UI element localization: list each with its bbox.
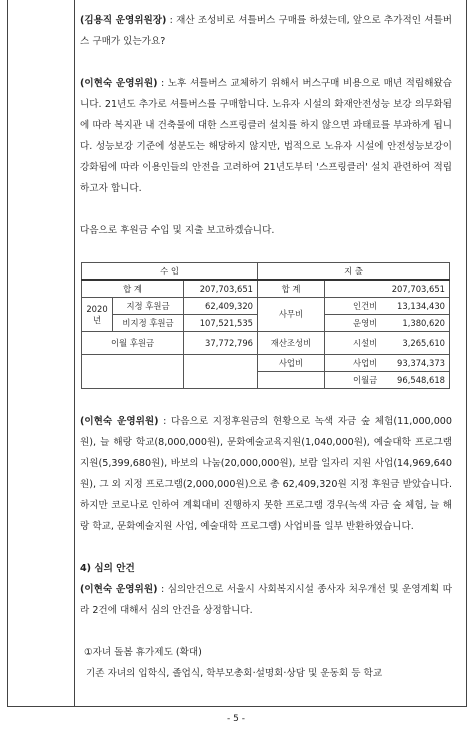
facility-value: 3,265,610 [402, 337, 445, 348]
undesignated-value: 107,521,535 [184, 315, 258, 332]
year-label: 2020년 [82, 298, 113, 332]
item-text: 기존 자녀의 입학식, 졸업식, 학부모총회·설명회·상담 및 운동회 등 학교 [86, 668, 383, 679]
paragraph-chair-question [80, 10, 452, 52]
empty-cell [82, 355, 184, 389]
facility-cell [324, 332, 449, 355]
asset-label: 재산조성비 [257, 332, 324, 355]
operation-label: 운영비 [352, 317, 378, 328]
donation-table [81, 262, 450, 389]
report-intro: 다음으로 후원금 수입 및 지출 보고하겠습니다. [80, 225, 275, 236]
carryover-value: 37,772,796 [184, 332, 258, 355]
paragraph-agenda [80, 579, 452, 621]
income-total-value: 207,703,651 [184, 280, 258, 298]
speaker-member: (이현숙 운영위원) [80, 78, 158, 89]
project-cell [324, 355, 449, 372]
empty-cell [257, 372, 324, 389]
upper-content [80, 10, 452, 241]
project-label: 사업비 [257, 355, 324, 372]
facility-label: 시설비 [352, 337, 378, 348]
table-header-row [82, 263, 450, 281]
table-row [82, 298, 450, 315]
designated-value: 62,409,320 [184, 298, 258, 315]
income-total-label: 합 계 [82, 280, 184, 298]
operation-cell [324, 315, 449, 332]
item-title: ①자녀 돌봄 휴가제도 (확대) [84, 647, 202, 658]
expense-total-value: 207,703,651 [324, 280, 449, 298]
chair-question-text: : 재산 조성비로 셔틀버스 구매를 하셨는데, 앞으로 추가적인 셔틀버스 구매가 있는가요? [80, 15, 453, 47]
income-header: 수 입 [82, 263, 258, 281]
project-sub-label: 사업비 [352, 357, 378, 368]
designated-report-text: : 다음으로 지정후원금의 현황으로 녹색 자금 숲 체험(11,000,000원), 늘 해랑 학교(8,000,000원), 문화예술교육지원(1,040,000원), 예술대학 프로그램 지원(5,399,680원), 바보의 나눔(20,000,000원), 보람 일자리 지원 사업(14,969,640원), 그 외 지정 프로그램(2,000,000원)으로 총 62,409,320원 지정 후원금 받았습니다. 하지만 코로나로 인하여 계획대비 진행하지 못한 프로그램 경우(녹색 자금 숲 체험, 늘 해랑 학교, 문화예술지원 사업, 예술대학 프로그램) 사업비를 일부 반환하였습니다. [80, 416, 453, 532]
carryover-label: 이월 후원금 [82, 332, 184, 355]
carry-out-value: 96,548,618 [397, 374, 445, 385]
project-value: 93,374,373 [397, 357, 445, 368]
paragraph-member-answer [80, 73, 452, 199]
table-row [82, 355, 450, 372]
operation-value: 1,380,620 [402, 317, 445, 328]
agenda-text: : 심의안건으로 서울시 사회복지시설 종사자 처우개선 및 운영계획 따라 2건에 대해서 심의 안건을 상정합니다. [80, 584, 452, 616]
expense-header: 지 출 [257, 263, 449, 281]
speaker-member: (이현숙 운영위원) [80, 584, 158, 595]
member-answer-text: : 노후 셔틀버스 교체하기 위해서 버스구매 비용으로 매년 적립해왔습니다. 21년도 추가로 셔틀버스를 구매합니다. 노유자 시설의 화재안전성능 보강 의무화됨에 따라 복지관 내 건축물에 대한 스프링클러 설치를 하지 않으면 과태료를 부과하게 됩니다. 성능보강 기준에 성분도는 해당하지 않지만, 법적으로 노유자 시설에 안전성능보강이 강화됨에 따라 이용인들의 안전을 고려하여 21년도부터 '스프링클러' 설치 관련하여 적립하고자 합니다. [80, 78, 452, 194]
expense-total-label: 합 계 [257, 280, 324, 298]
personnel-value: 13,134,430 [397, 300, 445, 311]
undesignated-label: 비지정 후원금 [113, 315, 184, 332]
lower-content [80, 411, 452, 684]
page-number: - 5 - [227, 714, 245, 724]
section-title: 4) 심의 안건 [80, 563, 135, 574]
carry-out-cell [324, 372, 449, 389]
personnel-cell [324, 298, 449, 315]
carry-out-label: 이월금 [352, 374, 378, 385]
designated-label: 지정 후원금 [113, 298, 184, 315]
office-label: 사무비 [257, 298, 324, 332]
table-row [82, 332, 450, 355]
column-divider [74, 0, 75, 706]
personnel-label: 인건비 [352, 300, 378, 311]
paragraph-designated-report [80, 411, 452, 537]
table-row [82, 280, 450, 298]
speaker-chair: (김용직 운영위원장) [80, 15, 167, 26]
empty-cell [184, 355, 258, 389]
speaker-member: (이현숙 운영위원) [80, 416, 159, 427]
